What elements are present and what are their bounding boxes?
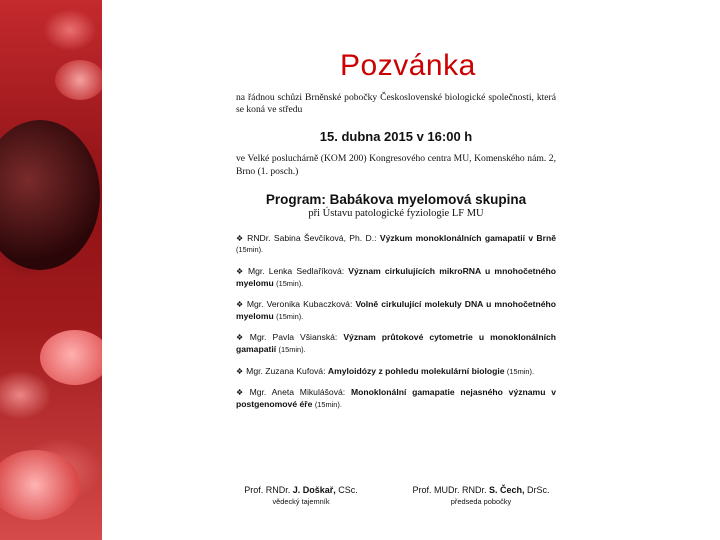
invitation-document bbox=[236, 92, 556, 420]
talk-title: Výzkum monoklonálních gamapatií v Brně bbox=[379, 232, 557, 243]
talk-duration: (15min). bbox=[314, 399, 342, 409]
talk-item bbox=[236, 299, 556, 322]
signature-suffix: CSc. bbox=[338, 485, 358, 495]
talk-title: Amyloidózy z pohledu molekulární biologie bbox=[327, 365, 505, 376]
program-title: Program: Babákova myelomová skupina bbox=[265, 192, 527, 208]
talk-speaker: RNDr. Sabina Ševčíková, Ph. D.: bbox=[247, 232, 377, 243]
talk-list bbox=[236, 233, 556, 411]
talk-item bbox=[236, 266, 556, 289]
page-title: Pozvánka bbox=[340, 49, 476, 82]
signature-suffix: DrSc. bbox=[527, 485, 550, 495]
signature-prefix: Prof. RNDr. bbox=[244, 485, 291, 495]
signature-name: S. Čech, bbox=[489, 485, 525, 495]
diamond-bullet-icon: ❖ bbox=[236, 333, 247, 343]
diamond-bullet-icon: ❖ bbox=[236, 300, 244, 310]
signature-role: předseda pobočky bbox=[450, 497, 512, 506]
talk-speaker: Mgr. Aneta Mikulášová: bbox=[249, 387, 346, 398]
talk-speaker: Mgr. Zuzana Kufová: bbox=[246, 365, 326, 376]
talk-speaker: Mgr. Pavla Všianská: bbox=[249, 332, 338, 343]
red-blood-cell bbox=[55, 60, 102, 100]
talk-item bbox=[236, 387, 556, 410]
talk-title: Význam cirkulujících mikroRNA u mnohočetného myelomu bbox=[236, 266, 557, 288]
signature-name: J. Doškař, bbox=[292, 485, 336, 495]
signature-chairman bbox=[396, 485, 566, 506]
diamond-bullet-icon: ❖ bbox=[236, 233, 245, 243]
meeting-date: 15. dubna 2015 v 16:00 h bbox=[319, 128, 473, 144]
signature-role: vědecký tajemník bbox=[272, 497, 330, 506]
diamond-bullet-icon: ❖ bbox=[236, 366, 244, 376]
talk-item bbox=[236, 332, 556, 355]
diamond-bullet-icon: ❖ bbox=[236, 267, 245, 277]
diamond-bullet-icon: ❖ bbox=[236, 388, 247, 398]
talk-duration: (15min). bbox=[236, 245, 264, 255]
talk-speaker: Mgr. Lenka Sedlaříková: bbox=[247, 266, 345, 277]
talk-duration: (15min). bbox=[506, 366, 535, 376]
talk-duration: (15min). bbox=[276, 278, 304, 288]
talk-speaker: Mgr. Veronika Kubaczková: bbox=[246, 299, 353, 310]
talk-item bbox=[236, 233, 556, 256]
talk-duration: (15min). bbox=[276, 311, 304, 321]
talk-title: Volně cirkulující molekuly DNA u mnohočetného myelomu bbox=[236, 299, 557, 321]
talk-item bbox=[236, 366, 556, 378]
invitation-intro: na řádnou schůzi Brněnské pobočky Československé biologické společnosti, která se koná ve středu bbox=[236, 92, 556, 116]
red-blood-cell bbox=[0, 450, 80, 520]
meeting-place: ve Velké posluchárně (KOM 200) Kongresového centra MU, Komenského nám. 2, Brno (1. posch.) bbox=[236, 153, 556, 177]
talk-title: Význam průtokové cytometrie u monoklonálních gamapatií bbox=[236, 332, 556, 354]
cancer-cell bbox=[0, 120, 100, 270]
red-blood-cell bbox=[40, 330, 102, 385]
signature-secretary bbox=[236, 485, 366, 506]
talk-duration: (15min). bbox=[278, 345, 306, 354]
talk-title: Monoklonální gamapatie nejasného významu v postgenomové éře bbox=[236, 387, 556, 409]
signature-prefix: Prof. MUDr. RNDr. bbox=[412, 485, 487, 495]
program-subtitle: při Ústavu patologické fyziologie LF MU bbox=[308, 208, 484, 220]
decorative-blood-cell-image bbox=[0, 0, 102, 540]
